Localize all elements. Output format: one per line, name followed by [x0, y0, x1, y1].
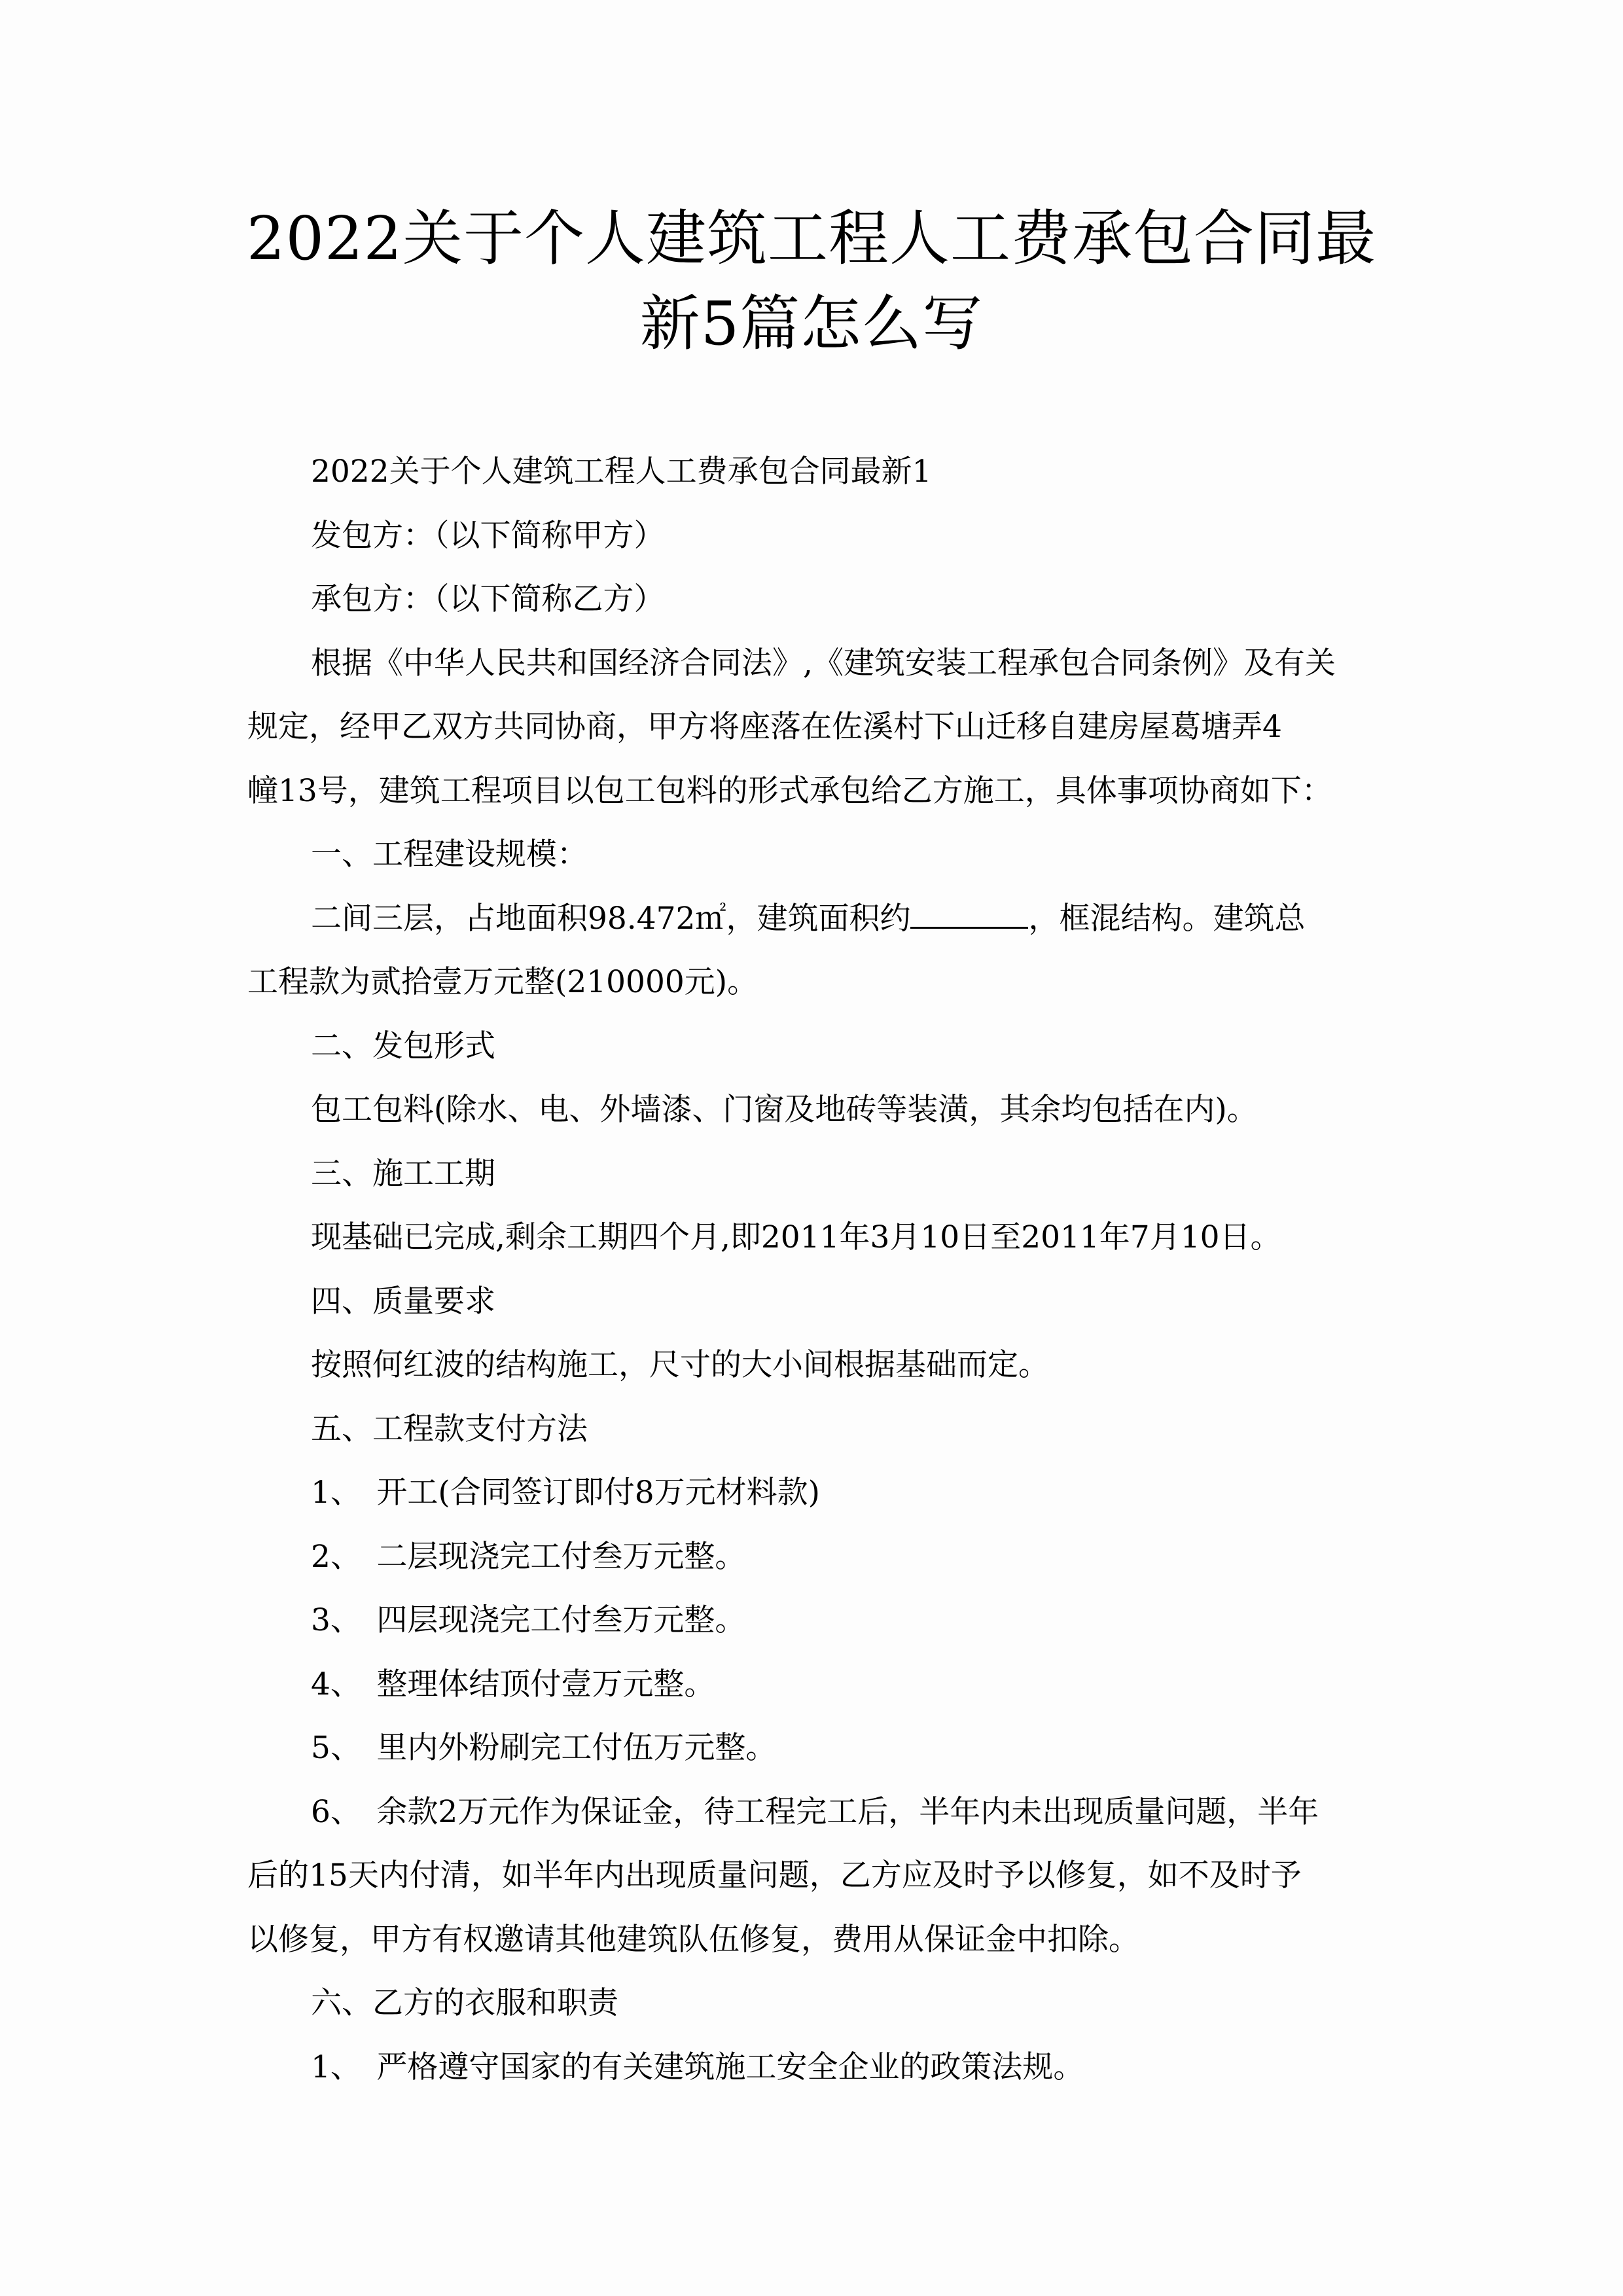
party-b-line: 承包方：（以下简称乙方） — [311, 581, 665, 617]
schedule-text: 现基础已完成,剩余工期四个月,即2011年3月10日至2011年7月10日。 — [311, 1219, 1281, 1255]
payment-item-3: 3、 四层现浇完工付叁万元整。 — [311, 1602, 746, 1638]
party-a-line: 发包方：（以下简称甲方） — [311, 517, 665, 554]
scale-line-2: 工程款为贰拾壹万元整(210000元)。 — [247, 964, 758, 1000]
contract-subtitle: 2022关于个人建筑工程人工费承包合同最新1 — [311, 454, 932, 490]
section-heading-4: 四、质量要求 — [311, 1283, 495, 1319]
section-heading-3: 三、施工工期 — [311, 1155, 495, 1192]
section-heading-1: 一、工程建设规模： — [311, 836, 588, 872]
document-title — [196, 196, 1427, 367]
payment-item-5: 5、 里内外粉刷完工付伍万元整。 — [311, 1730, 777, 1766]
scale-text-before: 二间三层，占地面积98.472㎡，建筑面积约 — [311, 900, 911, 937]
payment-item-4: 4、 整理体结顶付壹万元整。 — [311, 1666, 715, 1702]
section-heading-6: 六、乙方的衣服和职责 — [311, 1985, 618, 2021]
quality-text: 按照何红波的结构施工，尺寸的大小间根据基础而定。 — [311, 1347, 1049, 1383]
document-body — [247, 440, 1383, 2099]
contract-form-text: 包工包料(除水、电、外墙漆、门窗及地砖等装潢，其余均包括在内)。 — [311, 1092, 1258, 1128]
building-area-blank — [910, 903, 1028, 929]
payment-item-1: 1、 开工(合同签订即付8万元材料款) — [311, 1475, 820, 1511]
payment-item-6-line-1: 6、 余款2万元作为保证金，待工程完工后，半年内未出现质量问题，半年 — [311, 1793, 1319, 1830]
preamble-line-2: 规定，经甲乙双方共同协商，甲方将座落在佐溪村下山迁移自建房屋葛塘弄4 — [247, 709, 1282, 745]
section-heading-2: 二、发包形式 — [311, 1028, 495, 1064]
title-line-1: 2022关于个人建筑工程人工费承包合同最 — [246, 204, 1377, 274]
scale-line-1 — [247, 887, 1383, 951]
preamble-line-3: 幢13号，建筑工程项目以包工包料的形式承包给乙方施工，具体事项协商如下： — [247, 772, 1332, 809]
title-line-2: 新5篇怎么写 — [639, 289, 984, 359]
preamble-line-1: 根据《中华人民共和国经济合同法》,《建筑安装工程承包合同条例》及有关 — [311, 645, 1336, 681]
payment-item-2: 2、 二层现浇完工付叁万元整。 — [311, 1538, 746, 1575]
duty-item-1: 1、 严格遵守国家的有关建筑施工安全企业的政策法规。 — [311, 2049, 1084, 2085]
payment-item-6-line-3: 以修复，甲方有权邀请其他建筑队伍修复，费用从保证金中扣除。 — [247, 1921, 1139, 1958]
payment-item-6-line-2: 后的15天内付清，如半年内出现质量问题，乙方应及时予以修复，如不及时予 — [247, 1857, 1302, 1893]
scale-text-after: ，框混结构。建筑总 — [1028, 900, 1306, 937]
section-heading-5: 五、工程款支付方法 — [311, 1410, 588, 1447]
